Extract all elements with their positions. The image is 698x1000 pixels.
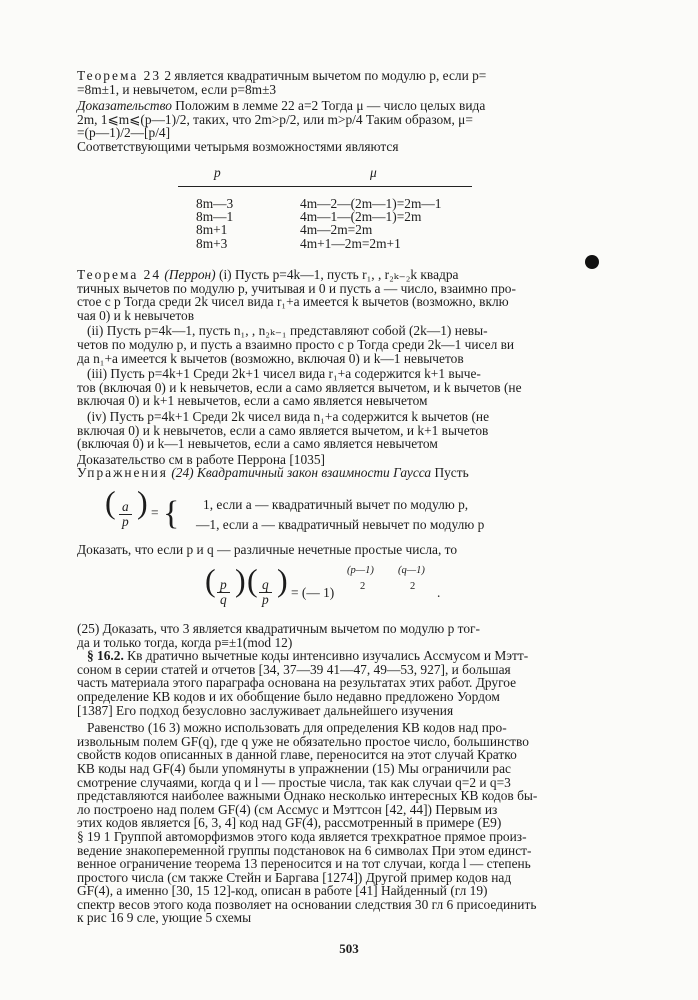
fraction-p-q	[217, 578, 230, 606]
reciprocity-formula	[205, 560, 465, 616]
legendre-symbol	[119, 500, 132, 528]
row-p: 8m+3	[196, 235, 228, 251]
section-m1: Равенство (16 3) можно использовать для определения КВ кодов над про-	[87, 720, 507, 736]
section-m5: смотрение случаями, когда q и l — простые числа, так как случаи q=2 и q=3	[77, 774, 511, 790]
frac-num: q	[259, 578, 272, 593]
theorem-24-i3: стое с p Тогда среди 2k чисел вида r₁+a имеется k вычетов (возможно, вклю	[77, 294, 509, 310]
page-number: 503	[339, 941, 359, 956]
theorem-23-text: 2 является квадратичным вычетом по модулю p, если p=	[161, 68, 487, 83]
theorem-24-proof: Доказательство см в работе Перрона [1035]	[77, 451, 326, 467]
exponent-2: (q—1)	[398, 565, 425, 576]
row-mu: 4m—2m=2m	[300, 222, 373, 238]
theorem-24-iii2: тов (включая 0) и k невычетов, если a само является вычетом, и k вычетов (не	[77, 379, 522, 395]
col-mu-header: μ	[370, 165, 377, 180]
theorem-24-ii2: четов по модулю p, и пусть a взаимно просто с p Тогда среди 2k—1 чисел ви	[77, 336, 515, 352]
section-m10: ведение знакопеременной группы подстановок на 6 символах При этом единст-	[77, 842, 532, 858]
legendre-den: p	[122, 513, 129, 529]
section-l2: соном в серии статей и отчетов [34, 37—39 41—47, 49—53, 927], и большая	[77, 661, 511, 677]
paren: )	[277, 562, 288, 598]
section-l4: определение КВ кодов и их обобщение было недавно предложено Уордом	[77, 688, 500, 704]
exercise-25-b: да и только тогда, когда p≡±1(mod 12)	[77, 634, 293, 650]
section-l1: Кв дратично вычетные коды интенсивно изучались Ассмусом и Мэтт-	[123, 648, 529, 664]
equals-sign: =	[151, 505, 159, 520]
row-p: 8m—1	[196, 209, 234, 225]
table-row	[178, 237, 472, 250]
section-head: § 16.2.	[87, 648, 124, 664]
mu-table	[178, 164, 472, 250]
proof-23-l3: =(p—1)/2—[p/4]	[77, 125, 171, 141]
exponent-1-den: 2	[360, 581, 366, 592]
ink-blot	[585, 255, 599, 269]
mu-table-header	[178, 164, 472, 187]
frac-den: p	[262, 591, 269, 607]
section-m12: простого числа (см также Стейн и Баргава [1274]) Другой пример кодов над	[77, 869, 512, 885]
theorem-24-iii3: включая 0) и k+1 невычетов, если a само является невычетом	[77, 393, 428, 409]
row-mu: 4m—1—(2m—1)=2m	[300, 209, 422, 225]
proof-23-l1: Положим в лемме 22 a=2 Тогда μ — число целых вида	[171, 98, 486, 114]
exponent-1: (p—1)	[347, 565, 374, 576]
section-m9: § 19 1 Группой автоморфизмов этого кода является трехкратное прямое произ-	[77, 828, 527, 844]
exercise-24-title: (24) Квадратичный закон взаимности Гаусса	[167, 465, 432, 481]
theorem-24-i4: чая 0) и k невычетов	[77, 307, 195, 323]
section-l3: часть материала этого параграфа основана на результатах этих работ. Другое	[77, 675, 517, 691]
exercise-24-prove: Доказать, что если p и q — различные нечетные простые числа, то	[77, 542, 458, 557]
legendre-definition	[105, 484, 585, 536]
section-m14: спектр весов этого кода позволяет на основании следствия 30 гл 6 присоединить	[77, 896, 537, 912]
fraction-q-p	[259, 578, 272, 606]
proof-23-l4: Соответствующими четырьмя возможностями являются	[77, 138, 399, 154]
theorem-24-iv1: (iv) Пусть p=4k+1 Среди 2k чисел вида n₁+a содержится k вычетов (не	[87, 408, 490, 424]
case-2: —1, если a — квадратичный невычет по модулю p	[196, 517, 485, 532]
section-l5: [1387] Его подход безусловно заслуживает дальнейшего изучения	[77, 702, 454, 718]
section-m11: венное ограничение теорема 13 переносится и на тот случаи, когда l — степень	[77, 856, 531, 872]
frac-num: p	[217, 578, 230, 593]
row-mu: 4m+1—2m=2m+1	[300, 235, 401, 251]
exercises-head: Упражнения	[77, 465, 168, 481]
theorem-24-head: Теорема 24	[77, 267, 162, 282]
row-mu: 4m—2—(2m—1)=2m—1	[300, 196, 442, 211]
row-p: 8m—3	[196, 196, 234, 211]
exercise-25-a: (25) Доказать, что 3 является квадратичным вычетом по модулю p тог-	[77, 621, 481, 636]
exercise-24-statement	[77, 543, 597, 557]
left-brace: {	[163, 495, 180, 532]
section-m15: к рис 16 9 сле, ующие 5 схемы	[77, 910, 252, 926]
theorem-24	[77, 268, 597, 480]
col-p-header: p	[214, 165, 221, 180]
theorem-23-head: Теорема 23	[77, 68, 162, 83]
paren: (	[247, 562, 258, 598]
paren: (	[205, 562, 216, 598]
left-paren: (	[105, 484, 116, 520]
theorem-24-iii1: (iii) Пусть p=4k+1 Среди 2k+1 чисел вида r₁+a содержится k+1 выче-	[87, 366, 481, 382]
table-row	[178, 223, 472, 236]
exercise-25-and-section	[77, 622, 597, 925]
section-m3: свойств кодов описанных в данной главе, переносится на этот случай Кратко	[77, 747, 517, 763]
theorem-24-iv2: включая 0) и k невычетов, если a само является вычетом, и k+1 вычетов	[77, 422, 489, 438]
theorem-24-ii3: да n₁+a имеется k вычетов (возможно, включая 0) и k—1 невычетов	[77, 350, 464, 366]
rhs-base: = (— 1)	[291, 585, 335, 600]
section-m13: GF(4), а именно [30, 15 12]-код, описан в работе [41] Найденный (гл 19)	[77, 883, 488, 899]
theorem-23-line2: =8m±1, и невычетом, если p=8m±3	[77, 81, 277, 97]
theorem-24-i2: тичных вычетов по модулю p, учитывая и 0 и пусть a — число, взаимно про-	[77, 280, 516, 296]
section-m2: извольным полем GF(q), где q уже не обязательно простое число, большинство	[77, 733, 529, 749]
legendre-num: a	[119, 500, 132, 515]
theorem-23	[77, 69, 597, 154]
proof-23-head: Доказательство	[77, 98, 172, 114]
section-m6: представляются наиболее важными Однако несколько интересных КВ кодов бы-	[77, 788, 538, 804]
section-m7: ло построено над полем GF(4) (см Ассмус и Мэттсон [42, 44]) Первым из	[77, 801, 498, 817]
theorem-24-ii1: (ii) Пусть p=4k—1, пусть n₁, , n₂ₖ₋₁ представляют собой (2k—1) невы-	[87, 323, 488, 339]
theorem-24-name: (Перрон)	[164, 267, 216, 282]
row-p: 8m+1	[196, 222, 228, 238]
exercise-24-tail: Пусть	[431, 465, 469, 481]
case-1: 1, если a — квадратичный вычет по модулю p,	[203, 497, 469, 512]
right-paren: )	[137, 484, 148, 520]
proof-23-l2: 2m, 1⩽m⩽(p—1)/2, таких, что 2m>p/2, или m>p/4 Таким образом, μ=	[77, 111, 473, 127]
section-m8: этих кодов является [6, 3, 4] код над GF(4), рассмотренный в примере (E9)	[77, 815, 502, 831]
formula-end: .	[437, 585, 441, 600]
exponent-2-den: 2	[410, 581, 416, 592]
section-m4: КВ коды над GF(4) были упомянуты в упражнении (15) Мы ограничили рас	[77, 760, 511, 776]
paren: )	[235, 562, 246, 598]
theorem-24-iv3: (включая 0) и k—1 невычетов, если a само является невычетом	[77, 436, 438, 452]
frac-den: q	[220, 591, 227, 607]
theorem-24-i1: (i) Пусть p=4k—1, пусть r₁, , r₂ₖ₋₂k квадра	[215, 267, 459, 282]
